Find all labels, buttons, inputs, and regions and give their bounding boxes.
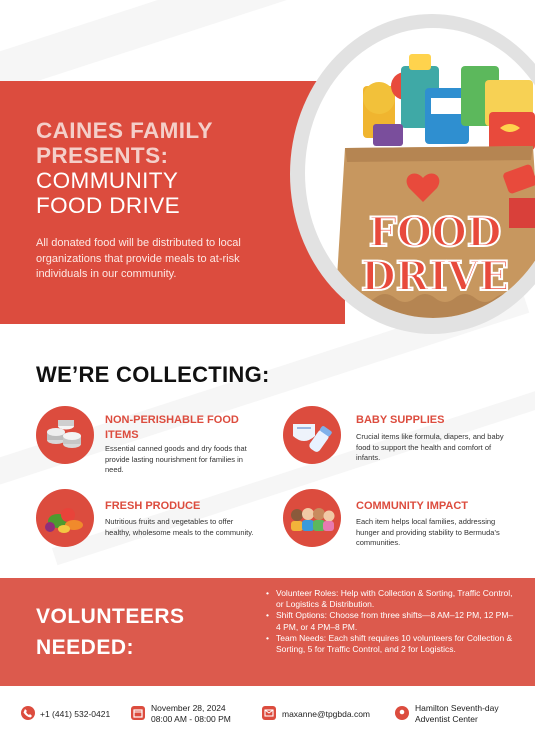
volunteers-heading — [36, 601, 236, 663]
item-text-fresh-produce: Nutritious fruits and vegetables to offer healthy, wholesome meals to the community. — [105, 517, 254, 537]
item-title-fresh-produce: FRESH PRODUCE — [105, 500, 201, 512]
team-needs-bullet: • Team Needs: Each shift requires 10 volunteers for Collection & Sorting, 5 for Traffic Control, and 2 for Logistics. — [266, 633, 514, 655]
volunteer-roles-bullet: • Volunteer Roles: Help with Collection & Sorting, Traffic Control, or Logistics & Distribution. — [266, 588, 514, 610]
event-location — [415, 703, 499, 725]
volunteers-heading-line: NEEDED: — [36, 636, 135, 659]
hero-title-line: FOOD DRIVE — [36, 193, 181, 218]
calendar-icon — [131, 706, 145, 720]
item-text-community-impact: Each item helps local families, addressing hunger and providing stability to Bermuda’s communities. — [356, 517, 500, 547]
food-drive-illustration — [305, 28, 535, 318]
hero-description: All donated food will be distributed to local organizations that provide meals to at-risk individuals in our community. — [36, 237, 241, 280]
hero-title — [36, 118, 306, 218]
phone-icon — [21, 706, 35, 720]
location-pin-icon — [395, 706, 409, 720]
hero-title-line: PRESENTS: — [36, 143, 169, 168]
hero-title-line: CAINES FAMILY — [36, 118, 213, 143]
volunteers-heading-line: VOLUNTEERS — [36, 605, 185, 628]
collecting-heading: WE’RE COLLECTING: — [36, 362, 270, 387]
event-date-text: November 28, 2024 — [151, 703, 226, 713]
item-title-baby-supplies: BABY SUPPLIES — [356, 414, 445, 426]
art-drive-text: DRIVE — [360, 253, 510, 300]
location-line: Hamilton Seventh-day — [415, 703, 499, 713]
item-text-non-perishable: Essential canned goods and dry foods that provide lasting nourishment for families in need. — [105, 444, 247, 474]
item-text-baby-supplies: Crucial items like formula, diapers, and baby food to support the health and comfort of infants. — [356, 432, 504, 462]
item-title-community-impact: COMMUNITY IMPACT — [356, 500, 469, 512]
event-date — [151, 703, 231, 725]
food-bag-art — [305, 28, 535, 318]
produce-icon — [36, 489, 94, 547]
email-address[interactable]: maxanne@tpgbda.com — [282, 709, 371, 719]
location-line: Adventist Center — [415, 714, 478, 724]
canned-goods-icon — [36, 406, 94, 464]
shift-options-bullet: • Shift Options: Choose from three shifts—8 AM–12 PM, 12 PM–4 PM, or 4 PM–8 PM. — [266, 610, 514, 632]
phone-number[interactable]: +1 (441) 532-0421 — [40, 709, 111, 719]
hero-title-line: COMMUNITY — [36, 168, 179, 193]
email-icon — [262, 706, 276, 720]
art-food-text: FOOD — [368, 209, 502, 256]
baby-supplies-icon — [283, 406, 341, 464]
item-title-non-perishable: NON-PERISHABLE FOOD ITEMS — [105, 414, 239, 441]
community-icon — [283, 489, 341, 547]
event-time-text: 08:00 AM - 08:00 PM — [151, 714, 231, 724]
volunteer-details-list — [266, 588, 514, 655]
